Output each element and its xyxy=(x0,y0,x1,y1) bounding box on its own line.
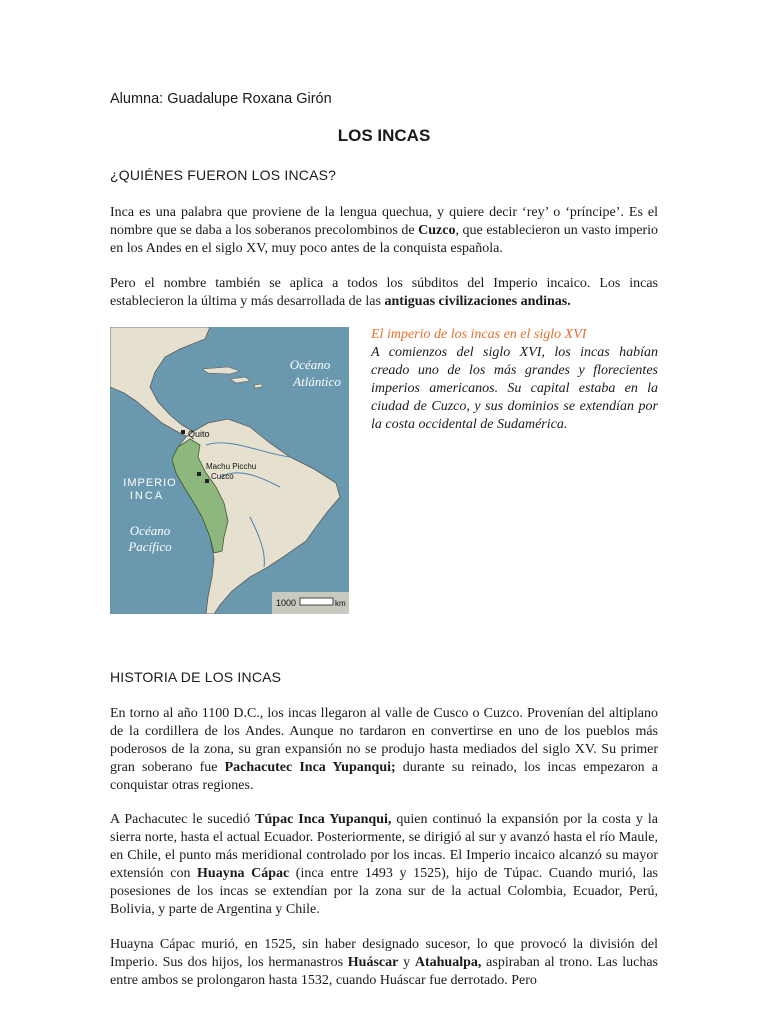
paragraph-intro: Inca es una palabra que proviene de la lengua quechua, y quiere decir ‘rey’ o ‘príncipe’. Es el nombre que se daba a los soberanos precolombinos de Cuzco, que establecieron un vasto imperio en los Andes en el siglo XV, muy poco antes de la conquista española. xyxy=(110,205,658,256)
paragraph-history-3: Huayna Cápac murió, en 1525, sin haber designado sucesor, lo que provocó la división del Imperio. Sus dos hijos, los hermanastros Huáscar y Atahualpa, aspiraban al trono. Las luchas entre ambos se prolongaron hasta 1532, cuando Huáscar fue derrotado. Pero xyxy=(110,937,658,988)
paragraph-history-1: En torno al año 1100 D.C., los incas llegaron al valle de Cusco o Cuzco. Provenían del altiplano de la cordillera de los Andes. Aunque no tardaron en convertirse en uno de los pueblos más poderosos de la zona, su gran expansión no se produjo hasta mediados del siglo XV. Su primer gran soberano fue Pachacutec Inca Yupanqui; durante su reinado, los incas empezaron a conquistar otras regiones. xyxy=(110,706,658,793)
section-heading-quienes: ¿QUIÉNES FUERON LOS INCAS? xyxy=(110,167,337,183)
label-pacific-1: Océano xyxy=(129,523,171,538)
label-atlantic-2: Atlántico xyxy=(293,374,341,389)
paragraph-subjects: Pero el nombre también se aplica a todos los súbditos del Imperio incaico. Los incas establecieron la última y más desarrollada de las antiguas civilizaciones andinas. xyxy=(110,276,658,309)
caption-title: El imperio de los incas en el siglo XVI xyxy=(371,327,587,342)
label-quito: Quito xyxy=(188,429,210,439)
label-atlantic-1: Océano xyxy=(289,357,331,372)
machu-picchu-marker xyxy=(197,472,201,476)
label-pacific-2: Pacífico xyxy=(128,539,172,554)
cuzco-marker xyxy=(205,479,209,483)
scale-value: 1000 xyxy=(276,598,297,608)
scale-bar xyxy=(300,598,333,605)
quito-marker xyxy=(181,430,185,434)
caption-body: A comienzos del siglo XVI, los incas habían creado uno de los más grandes y florecientes imperios americanos. Su capital estaba en la ciudad de Cuzco, y sus dominios se extendían por la costa occidental de Sudamérica. xyxy=(371,345,658,432)
map-caption xyxy=(371,326,658,434)
scale-unit: km xyxy=(335,599,346,608)
student-name: Alumna: Guadalupe Roxana Girón xyxy=(110,91,332,107)
label-empire-1: IMPERIO xyxy=(123,477,177,489)
paragraph-history-2: A Pachacutec le sucedió Túpac Inca Yupanqui, quien continuó la expansión por la costa y la sierra norte, hasta el actual Ecuador. Posteriormente, se dirigió al sur y avanzó hasta el río Maule, en Chile, el punto más meridional controlado por los incas. El Imperio incaico alcanzó su mayor extensión con Huayna Cápac (inca entre 1493 y 1525), hijo de Túpac. Cuando murió, las posesiones de los incas se extendían por la zona sur de la actual Colombia, Ecuador, Perú, Bolivia, y parte de Argentina y Chile. xyxy=(110,812,658,917)
label-machu-picchu: Machu Picchu xyxy=(206,462,257,471)
inca-empire-map xyxy=(110,327,349,614)
label-empire-2: INCA xyxy=(129,490,165,502)
section-heading-historia: HISTORIA DE LOS INCAS xyxy=(110,669,282,685)
page-title: LOS INCAS xyxy=(337,126,431,145)
label-cuzco: Cuzco xyxy=(211,472,234,481)
